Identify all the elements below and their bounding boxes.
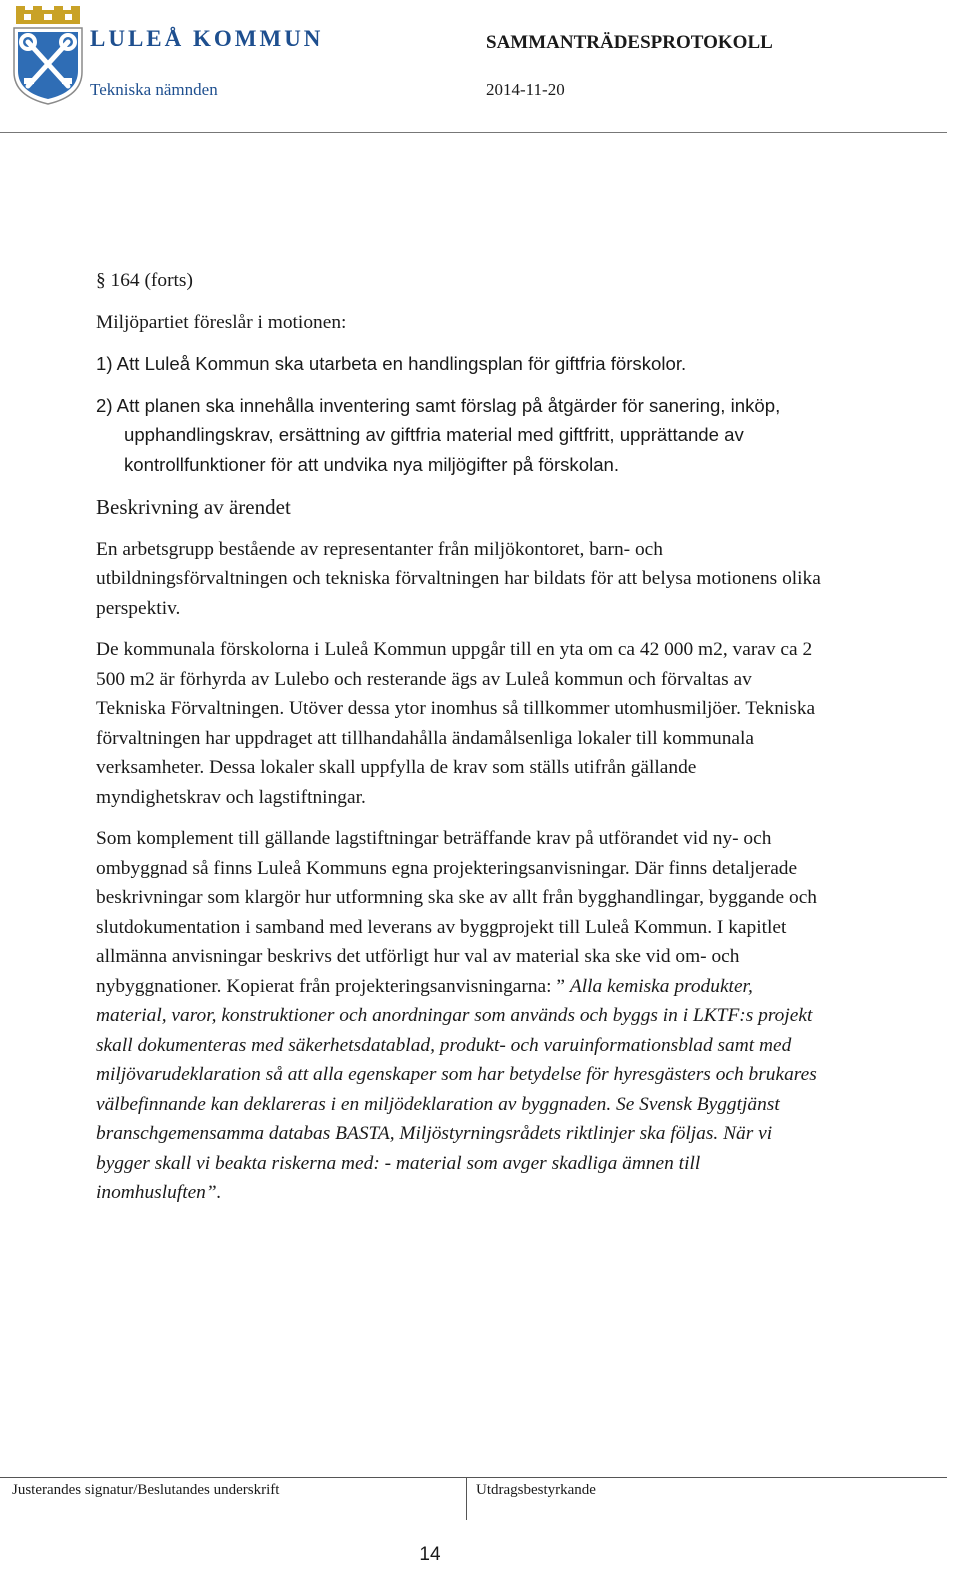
document-type: SAMMANTRÄDESPROTOKOLL [486,32,773,53]
signature-label: Justerandes signatur/Beslutandes underskrift [12,1482,280,1498]
section-number: § 164 (forts) [96,270,193,291]
footer-column-divider [466,1478,467,1520]
organization-name: LULEÅ KOMMUN [90,26,324,51]
paragraph-3-quote-end: ”. [205,1182,222,1203]
paragraph-1: En arbetsgrupp bestående av representanter från miljökontoret, barn- och utbildningsförvaltningen och tekniska förvaltningen har bildats för att belysa motionens olika perspektiv. [96,538,821,619]
section-heading: Beskrivning av ärendet [96,495,291,519]
header-divider [0,132,947,133]
paragraph-2: De kommunala förskolorna i Luleå Kommun uppgår till en yta om ca 42 000 m2, varav ca 2 500 m2 är förhyrda av Lulebo och resterande ägs av Luleå kommun och förvaltas av Tekniska Förvaltningen. Utöver dessa ytor inomhus så tillkommer utomhusmiljöer. Tekniska förvaltningen har uppdraget att tillhandahålla ändamålsenliga lokaler till kommunala verksamheter. Dessa lokaler skall uppfylla de krav som ställs utifrån gällande myndighetskrav och lagstiftningar. [96,639,816,808]
paragraph-3-text: Som komplement till gällande lagstiftningar beträffande krav på utförandet vid ny- och ombyggnad så finns Luleå Kommuns egna projekteringsanvisningar. Där finns detaljerade beskrivningar som klargör hur utformning ska ske av allt från bygghandlingar, byggande och slutdokumentation i samband med leverans av byggprojekt till Luleå Kommun. I kapitlet allmänna anvisningar beskrivs det utförligt hur val av material ska ske vid om- och nybyggnationer. Kopierat från projekteringsanvisningarna: ” [96,828,817,997]
certification-label: Utdragsbestyrkande [476,1482,596,1498]
department-name: Tekniska nämnden [90,80,218,99]
document-date: 2014-11-20 [486,80,565,99]
proposal-item-1: 1) Att Luleå Kommun ska utarbeta en handlingsplan för giftfria förskolor. [96,353,687,374]
page-number: 14 [419,1544,441,1565]
document-body [96,266,826,1220]
paragraph-3 [96,824,826,1208]
paragraph-3-quote: Alla kemiska produkter, material, varor, konstruktioner och anordningar som används och byggs in i LKTF:s projekt skall dokumenteras med säkerhetsdatablad, produkt- och varuinformationsblad samt med miljövarudeklaration så att alla egenskaper som har betydelse för hyresgästers och brukares välbefinnande kan deklareras i en miljödeklaration av byggnaden. Se Svensk Byggtjänst branschgemensamma databas BASTA, Miljöstyrningsrådets riktlinjer ska följas. När vi bygger skall vi beakta riskerna med: - material som avger skadliga ämnen till inomhusluften [96,975,817,1203]
footer-divider [0,1477,947,1478]
municipal-coat-of-arms-icon [12,6,84,106]
proposal-item-2: 2) Att planen ska innehålla inventering samt förslag på åtgärder för sanering, inköp, upphandlingskrav, ersättning av giftfria material med giftfritt, upprättande av kontrollfunktioner för att undvika nya miljögifter på förskolan. [96,394,781,475]
intro-text: Miljöpartiet föreslår i motionen: [96,311,347,333]
